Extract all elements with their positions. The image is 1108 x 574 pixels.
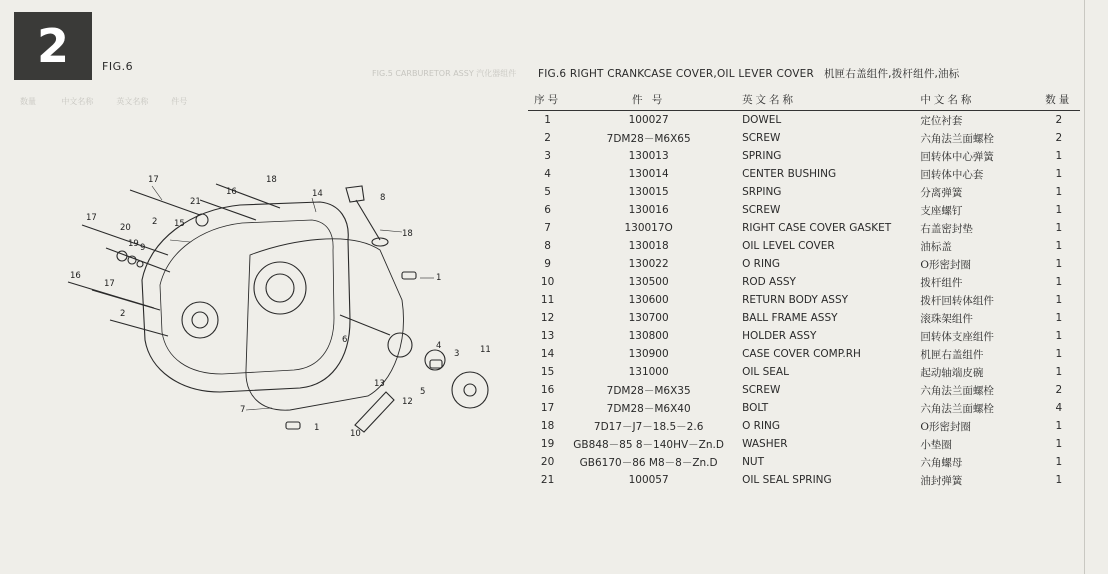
callout-13: 13 [374, 379, 385, 389]
cell-part-number: 130015 [628, 186, 669, 198]
cell-english-name: ROD ASSY [742, 276, 796, 288]
callout-4: 4 [436, 341, 442, 351]
page-number-box [14, 12, 92, 80]
exploded-parts-diagram [50, 160, 510, 460]
cell-quantity: 1 [1055, 150, 1063, 162]
cell-part-number: 130018 [628, 240, 669, 252]
table-row [528, 363, 1080, 381]
cell-no: 5 [544, 186, 551, 198]
callout-16: 16 [70, 271, 81, 281]
cell-english-name: OIL SEAL SPRING [742, 474, 832, 486]
callout-17: 17 [86, 213, 97, 223]
cell-part-number: 7D17－J7－18.5－2.6 [593, 420, 704, 433]
callout-2: 2 [152, 217, 158, 227]
parts-table [528, 88, 1080, 489]
callout-9: 9 [140, 243, 146, 253]
cell-english-name: SCREW [742, 384, 781, 396]
cell-quantity: 1 [1055, 240, 1063, 252]
cell-english-name: OIL LEVEL COVER [742, 240, 835, 252]
cell-english-name: SPRING [742, 150, 782, 162]
cell-chinese-name: 拨杆组件 [920, 276, 963, 289]
cell-quantity: 1 [1055, 276, 1063, 288]
cell-quantity: 1 [1055, 456, 1063, 468]
cell-part-number: 130700 [628, 312, 669, 324]
cell-quantity: 2 [1055, 132, 1063, 144]
cell-chinese-name: 拨杆回转体组件 [920, 294, 994, 307]
callout-15: 15 [174, 219, 185, 229]
cell-chinese-name: 分离弹簧 [920, 186, 963, 199]
cell-no: 20 [540, 456, 555, 468]
cell-chinese-name: 支座螺钉 [920, 204, 963, 217]
table-title [538, 66, 959, 81]
callout-20: 20 [120, 223, 131, 233]
cell-quantity: 1 [1055, 222, 1063, 234]
cell-part-number: 130014 [628, 168, 669, 180]
cell-no: 13 [540, 330, 555, 342]
callout-17: 17 [148, 175, 159, 185]
cell-chinese-name: 回转体支座组件 [920, 330, 994, 343]
cell-chinese-name: 六角法兰面螺栓 [920, 402, 994, 415]
page-number: 2 [36, 19, 69, 73]
table-row [528, 309, 1080, 327]
table-row [528, 273, 1080, 291]
cell-chinese-name: 小垫圈 [920, 438, 952, 451]
callout-6: 6 [342, 335, 348, 345]
cell-no: 19 [540, 438, 555, 450]
table-row [528, 201, 1080, 219]
cell-no: 11 [540, 294, 555, 306]
cell-no: 10 [540, 276, 555, 288]
cell-chinese-name: 起动轴端皮碗 [920, 366, 984, 379]
cell-no: 4 [544, 168, 551, 180]
cell-quantity: 2 [1055, 384, 1063, 396]
cell-no: 3 [544, 150, 551, 162]
callout-1: 1 [314, 423, 320, 433]
callout-19: 19 [128, 239, 139, 249]
cell-quantity: 1 [1055, 258, 1063, 270]
cell-quantity: 1 [1055, 204, 1063, 216]
cell-chinese-name: 六角法兰面螺栓 [920, 132, 994, 145]
cell-quantity: 1 [1055, 348, 1063, 360]
callout-2: 2 [120, 309, 126, 319]
cell-quantity: 1 [1055, 420, 1063, 432]
cell-part-number: 130900 [628, 348, 669, 360]
table-row [528, 255, 1080, 273]
cell-part-number: 130022 [628, 258, 669, 270]
cell-chinese-name: O形密封圈 [920, 258, 971, 271]
callout-14: 14 [312, 189, 323, 199]
cell-english-name: SRPING [742, 186, 782, 198]
cell-no: 15 [540, 366, 555, 378]
header-no: 序号 [534, 93, 562, 106]
cell-no: 18 [540, 420, 555, 432]
cell-chinese-name: 右盖密封垫 [920, 222, 973, 235]
table-row [528, 345, 1080, 363]
bleed-through-text: FIG.5 CARBURETOR ASSY 汽化器组件 [372, 69, 517, 78]
cell-english-name: RIGHT CASE COVER GASKET [742, 222, 892, 234]
cell-english-name: HOLDER ASSY [742, 330, 817, 342]
table-row [528, 237, 1080, 255]
callout-18: 18 [266, 175, 277, 185]
callout-11: 11 [480, 345, 491, 355]
cell-english-name: CENTER BUSHING [742, 168, 837, 180]
cell-chinese-name: 机匣右盖组件 [920, 348, 984, 361]
cell-english-name: BALL FRAME ASSY [742, 312, 838, 324]
cell-no: 17 [540, 402, 555, 414]
table-title-zh: 机匣右盖组件,拨杆组件,油标 [823, 68, 960, 80]
cell-english-name: DOWEL [742, 114, 782, 126]
cell-english-name: SCREW [742, 132, 781, 144]
cell-english-name: WASHER [742, 438, 788, 450]
callout-5: 5 [420, 387, 426, 397]
header-english-name: 英文名称 [742, 93, 797, 106]
cell-chinese-name: 六角螺母 [920, 456, 963, 469]
table-row [528, 417, 1080, 435]
table-row [528, 111, 1080, 130]
page-fold-line [1084, 0, 1085, 574]
figure-label: FIG.6 [102, 60, 134, 73]
cell-chinese-name: 滚珠架组件 [920, 312, 973, 325]
cell-quantity: 1 [1055, 366, 1063, 378]
cell-part-number: 100057 [628, 474, 669, 486]
cell-english-name: SCREW [742, 204, 781, 216]
cell-chinese-name: 油标盖 [920, 240, 952, 253]
callout-10: 10 [350, 429, 361, 439]
cell-part-number: 7DM28－M6X40 [606, 402, 691, 415]
cell-part-number: 130600 [628, 294, 669, 306]
table-row [528, 291, 1080, 309]
cell-part-number: 7DM28－M6X35 [606, 384, 691, 397]
cell-no: 1 [544, 114, 551, 126]
cell-quantity: 2 [1055, 114, 1063, 126]
table-row [528, 129, 1080, 147]
callout-12: 12 [402, 397, 413, 407]
cell-no: 6 [544, 204, 551, 216]
cell-quantity: 1 [1055, 474, 1063, 486]
cell-part-number: 130013 [628, 150, 669, 162]
cell-no: 2 [544, 132, 551, 144]
callout-7: 7 [240, 405, 246, 415]
table-row [528, 219, 1080, 237]
callout-8: 8 [380, 193, 386, 203]
cell-part-number: 100027 [628, 114, 669, 126]
cell-english-name: OIL SEAL [742, 366, 789, 378]
cell-chinese-name: 回转体中心弹簧 [920, 150, 994, 163]
cell-no: 9 [544, 258, 551, 270]
cell-english-name: RETURN BODY ASSY [742, 294, 849, 306]
table-row [528, 453, 1080, 471]
header-part-number: 件 号 [631, 93, 666, 106]
cell-no: 14 [540, 348, 555, 360]
cell-no: 21 [540, 474, 555, 486]
cell-no: 12 [540, 312, 555, 324]
cell-english-name: O RING [742, 420, 781, 432]
cell-chinese-name: 回转体中心套 [920, 168, 984, 181]
cell-quantity: 1 [1055, 168, 1063, 180]
cell-english-name: NUT [742, 456, 765, 468]
cell-quantity: 1 [1055, 186, 1063, 198]
cell-english-name: O RING [742, 258, 781, 270]
callout-16: 16 [226, 187, 237, 197]
table-header-row [528, 88, 1080, 111]
cell-part-number: 130500 [628, 276, 669, 288]
callout-21: 21 [190, 197, 201, 207]
cell-part-number: GB6170－86 M8－8－Zn.D [579, 456, 718, 469]
table-row [528, 165, 1080, 183]
header-quantity: 数量 [1045, 93, 1073, 106]
cell-part-number: 7DM28－M6X65 [606, 132, 691, 145]
table-row [528, 183, 1080, 201]
callout-17: 17 [104, 279, 115, 289]
cell-english-name: CASE COVER COMP.RH [742, 348, 861, 360]
cell-part-number: 130017O [624, 222, 673, 234]
cell-no: 16 [540, 384, 555, 396]
cell-chinese-name: 六角法兰面螺栓 [920, 384, 994, 397]
bleed-through-text: 数量 中文名称 英文名称 件号 [20, 97, 188, 106]
header-chinese-name: 中文名称 [920, 93, 975, 106]
cell-quantity: 1 [1055, 312, 1063, 324]
callout-1: 1 [436, 273, 442, 283]
cell-part-number: 131000 [628, 366, 669, 378]
callout-3: 3 [454, 349, 460, 359]
cell-chinese-name: 定位衬套 [920, 114, 963, 127]
cell-no: 7 [544, 222, 551, 234]
cell-chinese-name: O形密封圈 [920, 420, 971, 433]
table-row [528, 147, 1080, 165]
cell-quantity: 1 [1055, 438, 1063, 450]
cell-english-name: BOLT [742, 402, 769, 414]
table-row [528, 327, 1080, 345]
cell-chinese-name: 油封弹簧 [920, 474, 963, 487]
callout-18: 18 [402, 229, 413, 239]
cell-part-number: GB848－85 8－140HV－Zn.D [573, 438, 724, 451]
cell-quantity: 4 [1055, 402, 1063, 414]
parts-table-body [528, 111, 1080, 490]
table-row [528, 381, 1080, 399]
table-title-en: FIG.6 RIGHT CRANKCASE COVER,OIL LEVER COVER [538, 68, 814, 80]
cell-no: 8 [544, 240, 551, 252]
table-row [528, 435, 1080, 453]
cell-part-number: 130016 [628, 204, 669, 216]
cell-quantity: 1 [1055, 294, 1063, 306]
table-row [528, 471, 1080, 489]
cell-quantity: 1 [1055, 330, 1063, 342]
table-row [528, 399, 1080, 417]
cell-part-number: 130800 [628, 330, 669, 342]
